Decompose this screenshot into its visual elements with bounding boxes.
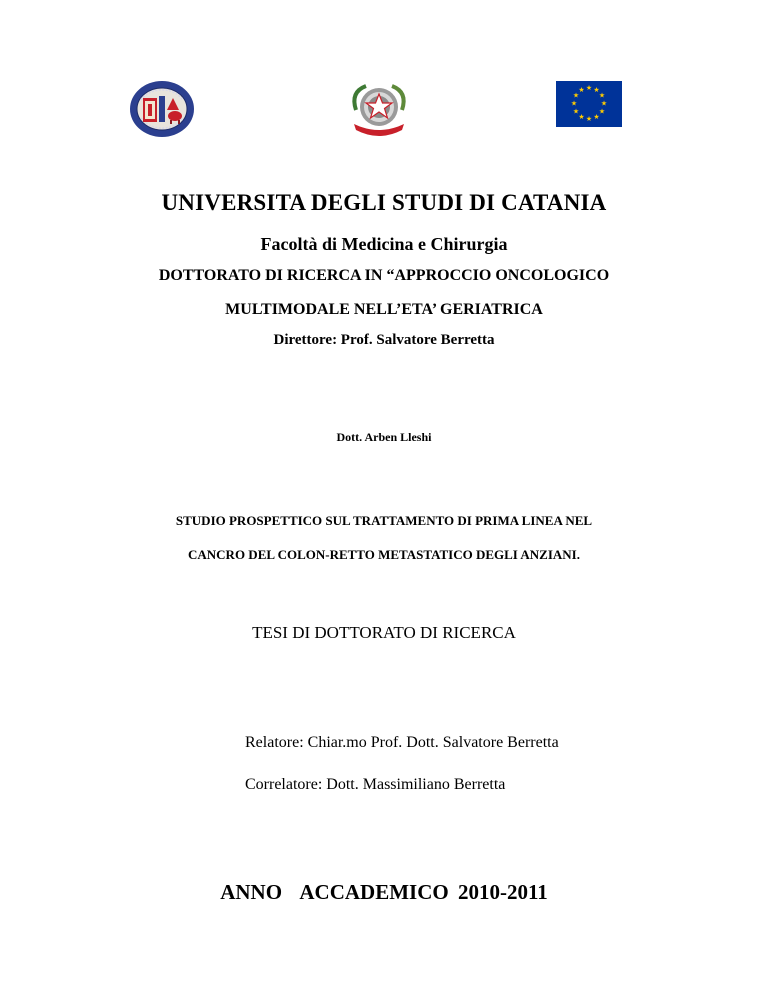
relatore-line: Relatore: Chiar.mo Prof. Dott. Salvatore Berretta [245, 734, 559, 751]
university-title: UNIVERSITA DEGLI STUDI DI CATANIA [161, 190, 607, 215]
svg-text:★: ★ [570, 99, 578, 108]
director-name: Direttore: Prof. Salvatore Berretta [273, 332, 495, 348]
svg-text:★: ★ [578, 113, 585, 121]
svg-text:★: ★ [572, 107, 580, 116]
svg-text:★: ★ [572, 91, 580, 100]
academic-year [0, 880, 768, 905]
svg-text:★: ★ [593, 113, 600, 121]
svg-text:★: ★ [585, 84, 593, 92]
svg-text:★: ★ [593, 86, 600, 94]
svg-text:★: ★ [600, 99, 608, 108]
svg-text:★: ★ [578, 86, 585, 94]
faculty-name: Facoltà di Medicina e Chirurgia [260, 234, 508, 254]
candidate-name: Dott. Arben Lleshi [336, 430, 432, 444]
doctorate-title-line-1: DOTTORATO DI RICERCA IN “APPROCCIO ONCOLOGICO [158, 267, 610, 284]
study-title-line-2: CANCRO DEL COLON-RETTO METASTATICO DEGLI ANZIANI. [188, 547, 580, 562]
correlatore-line: Correlatore: Dott. Massimiliano Berretta [245, 776, 506, 793]
european-union-flag-logo [556, 81, 622, 127]
study-title-line-1: STUDIO PROSPETTICO SUL TRATTAMENTO DI PRIMA LINEA NEL [175, 513, 593, 528]
svg-text:★: ★ [585, 115, 593, 123]
thesis-type: TESI DI DOTTORATO DI RICERCA [252, 623, 516, 642]
italian-republic-emblem-logo [346, 80, 412, 138]
svg-text:★: ★ [598, 107, 606, 116]
doctorate-title-line-2: MULTIMODALE NELL’ETA’ GERIATRICA [225, 301, 543, 318]
svg-text:★: ★ [598, 91, 606, 100]
university-seal-logo [129, 80, 195, 138]
academic-year-text: ANNO ACCADEMICO 2010-2011 [220, 880, 548, 904]
